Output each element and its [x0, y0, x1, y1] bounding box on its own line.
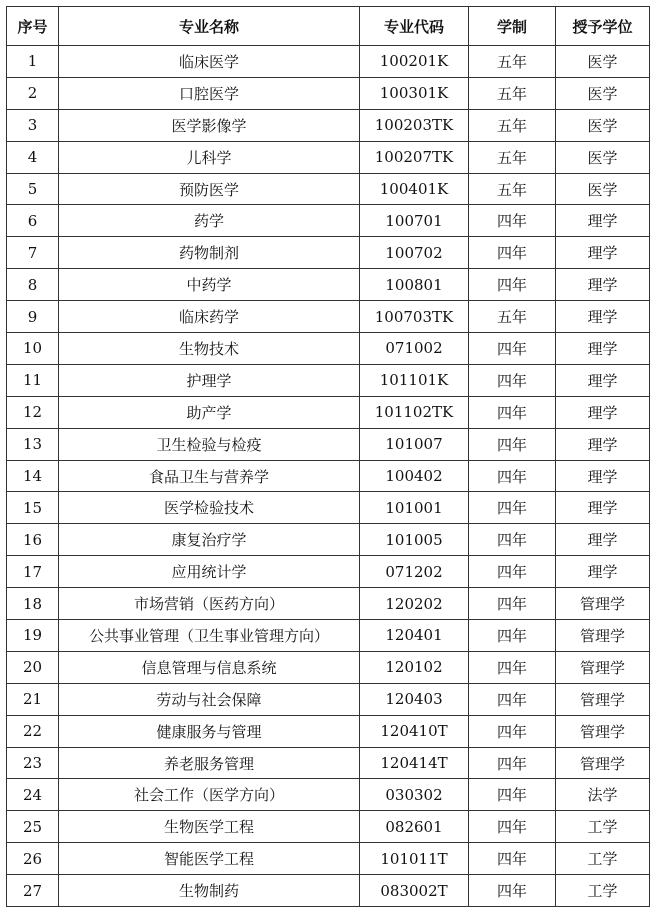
table-row	[7, 141, 650, 173]
table-row	[7, 524, 650, 556]
cell-duration: 四年	[469, 556, 556, 588]
cell-major-name: 公共事业管理（卫生事业管理方向）	[59, 620, 360, 652]
cell-index: 9	[7, 301, 59, 333]
table-row	[7, 205, 650, 237]
cell-major-name: 药物制剂	[59, 237, 360, 269]
table-row	[7, 715, 650, 747]
cell-major-code: 120410T	[360, 715, 469, 747]
cell-duration: 四年	[469, 747, 556, 779]
cell-major-name: 临床医学	[59, 46, 360, 78]
cell-major-code: 120102	[360, 651, 469, 683]
cell-duration: 五年	[469, 46, 556, 78]
table-row	[7, 556, 650, 588]
cell-duration: 四年	[469, 269, 556, 301]
cell-major-code: 120414T	[360, 747, 469, 779]
cell-major-name: 预防医学	[59, 173, 360, 205]
header-degree: 授予学位	[556, 7, 650, 46]
cell-duration: 四年	[469, 364, 556, 396]
cell-major-name: 医学检验技术	[59, 492, 360, 524]
table-row	[7, 492, 650, 524]
cell-duration: 四年	[469, 237, 556, 269]
table-row	[7, 269, 650, 301]
cell-index: 17	[7, 556, 59, 588]
cell-major-code: 100402	[360, 460, 469, 492]
cell-major-code: 120401	[360, 620, 469, 652]
cell-major-name: 康复治疗学	[59, 524, 360, 556]
table-row	[7, 588, 650, 620]
cell-index: 4	[7, 141, 59, 173]
cell-major-code: 100703TK	[360, 301, 469, 333]
cell-index: 14	[7, 460, 59, 492]
cell-duration: 四年	[469, 779, 556, 811]
header-index: 序号	[7, 7, 59, 46]
cell-major-name: 护理学	[59, 364, 360, 396]
cell-duration: 四年	[469, 875, 556, 907]
cell-index: 23	[7, 747, 59, 779]
cell-duration: 四年	[469, 524, 556, 556]
cell-major-code: 083002T	[360, 875, 469, 907]
cell-major-name: 中药学	[59, 269, 360, 301]
cell-degree: 理学	[556, 364, 650, 396]
cell-major-name: 健康服务与管理	[59, 715, 360, 747]
cell-degree: 管理学	[556, 651, 650, 683]
table-row	[7, 237, 650, 269]
cell-major-code: 120403	[360, 683, 469, 715]
cell-major-code: 120202	[360, 588, 469, 620]
cell-major-name: 生物制药	[59, 875, 360, 907]
cell-index: 8	[7, 269, 59, 301]
cell-degree: 工学	[556, 875, 650, 907]
cell-degree: 医学	[556, 109, 650, 141]
cell-degree: 理学	[556, 237, 650, 269]
cell-duration: 五年	[469, 301, 556, 333]
cell-degree: 理学	[556, 492, 650, 524]
cell-major-name: 助产学	[59, 396, 360, 428]
cell-degree: 理学	[556, 301, 650, 333]
cell-major-name: 生物医学工程	[59, 811, 360, 843]
header-row	[7, 7, 650, 46]
cell-major-name: 生物技术	[59, 333, 360, 365]
cell-major-name: 儿科学	[59, 141, 360, 173]
cell-major-name: 临床药学	[59, 301, 360, 333]
cell-degree: 理学	[556, 396, 650, 428]
cell-major-code: 101001	[360, 492, 469, 524]
cell-degree: 理学	[556, 205, 650, 237]
cell-degree: 工学	[556, 811, 650, 843]
table-row	[7, 109, 650, 141]
header-name: 专业名称	[59, 7, 360, 46]
cell-index: 15	[7, 492, 59, 524]
cell-duration: 五年	[469, 173, 556, 205]
cell-major-code: 100801	[360, 269, 469, 301]
table-row	[7, 333, 650, 365]
header-duration: 学制	[469, 7, 556, 46]
cell-index: 19	[7, 620, 59, 652]
cell-duration: 四年	[469, 843, 556, 875]
cell-index: 7	[7, 237, 59, 269]
cell-duration: 四年	[469, 492, 556, 524]
cell-major-name: 市场营销（医药方向）	[59, 588, 360, 620]
cell-degree: 管理学	[556, 747, 650, 779]
cell-degree: 法学	[556, 779, 650, 811]
cell-major-code: 101007	[360, 428, 469, 460]
cell-duration: 四年	[469, 333, 556, 365]
header-code: 专业代码	[360, 7, 469, 46]
cell-degree: 管理学	[556, 715, 650, 747]
cell-index: 5	[7, 173, 59, 205]
cell-duration: 四年	[469, 811, 556, 843]
cell-index: 12	[7, 396, 59, 428]
cell-major-code: 100401K	[360, 173, 469, 205]
cell-duration: 五年	[469, 141, 556, 173]
cell-major-name: 口腔医学	[59, 77, 360, 109]
table-body	[7, 46, 650, 907]
cell-duration: 四年	[469, 428, 556, 460]
cell-major-code: 030302	[360, 779, 469, 811]
table-row	[7, 364, 650, 396]
table-header	[7, 7, 650, 46]
cell-major-code: 100207TK	[360, 141, 469, 173]
cell-index: 10	[7, 333, 59, 365]
cell-major-name: 医学影像学	[59, 109, 360, 141]
cell-major-code: 101011T	[360, 843, 469, 875]
cell-major-code: 100301K	[360, 77, 469, 109]
cell-degree: 医学	[556, 141, 650, 173]
cell-degree: 管理学	[556, 620, 650, 652]
cell-major-code: 100201K	[360, 46, 469, 78]
cell-index: 21	[7, 683, 59, 715]
cell-duration: 四年	[469, 715, 556, 747]
cell-duration: 四年	[469, 460, 556, 492]
cell-major-code: 100203TK	[360, 109, 469, 141]
table-row	[7, 460, 650, 492]
cell-major-name: 养老服务管理	[59, 747, 360, 779]
cell-index: 2	[7, 77, 59, 109]
table-row	[7, 683, 650, 715]
table-row	[7, 301, 650, 333]
table-row	[7, 620, 650, 652]
table-row	[7, 875, 650, 907]
cell-degree: 理学	[556, 428, 650, 460]
cell-index: 22	[7, 715, 59, 747]
table-row	[7, 779, 650, 811]
table-row	[7, 428, 650, 460]
table-row	[7, 651, 650, 683]
cell-major-code: 071202	[360, 556, 469, 588]
cell-index: 16	[7, 524, 59, 556]
cell-degree: 理学	[556, 460, 650, 492]
cell-major-name: 药学	[59, 205, 360, 237]
table-row	[7, 46, 650, 78]
cell-duration: 四年	[469, 683, 556, 715]
cell-major-name: 劳动与社会保障	[59, 683, 360, 715]
cell-index: 18	[7, 588, 59, 620]
cell-degree: 管理学	[556, 588, 650, 620]
cell-major-name: 卫生检验与检疫	[59, 428, 360, 460]
cell-index: 24	[7, 779, 59, 811]
cell-degree: 医学	[556, 77, 650, 109]
cell-index: 25	[7, 811, 59, 843]
cell-major-name: 应用统计学	[59, 556, 360, 588]
cell-index: 1	[7, 46, 59, 78]
cell-index: 6	[7, 205, 59, 237]
table-row	[7, 77, 650, 109]
cell-major-code: 101005	[360, 524, 469, 556]
cell-major-code: 100702	[360, 237, 469, 269]
cell-duration: 四年	[469, 588, 556, 620]
cell-index: 3	[7, 109, 59, 141]
cell-degree: 工学	[556, 843, 650, 875]
cell-duration: 五年	[469, 77, 556, 109]
cell-major-code: 101101K	[360, 364, 469, 396]
cell-index: 20	[7, 651, 59, 683]
cell-duration: 四年	[469, 651, 556, 683]
cell-major-code: 071002	[360, 333, 469, 365]
cell-major-name: 信息管理与信息系统	[59, 651, 360, 683]
cell-degree: 医学	[556, 173, 650, 205]
table-row	[7, 843, 650, 875]
cell-duration: 四年	[469, 205, 556, 237]
cell-degree: 理学	[556, 556, 650, 588]
table-row	[7, 396, 650, 428]
cell-degree: 管理学	[556, 683, 650, 715]
cell-index: 13	[7, 428, 59, 460]
cell-degree: 理学	[556, 333, 650, 365]
cell-degree: 理学	[556, 269, 650, 301]
cell-major-code: 100701	[360, 205, 469, 237]
cell-index: 27	[7, 875, 59, 907]
cell-index: 11	[7, 364, 59, 396]
cell-duration: 五年	[469, 109, 556, 141]
cell-duration: 四年	[469, 620, 556, 652]
table-row	[7, 173, 650, 205]
cell-major-code: 082601	[360, 811, 469, 843]
cell-degree: 理学	[556, 524, 650, 556]
majors-table	[6, 6, 650, 907]
cell-major-name: 社会工作（医学方向）	[59, 779, 360, 811]
cell-duration: 四年	[469, 396, 556, 428]
table-row	[7, 747, 650, 779]
table-row	[7, 811, 650, 843]
cell-degree: 医学	[556, 46, 650, 78]
cell-major-name: 食品卫生与营养学	[59, 460, 360, 492]
cell-major-code: 101102TK	[360, 396, 469, 428]
cell-major-name: 智能医学工程	[59, 843, 360, 875]
cell-index: 26	[7, 843, 59, 875]
